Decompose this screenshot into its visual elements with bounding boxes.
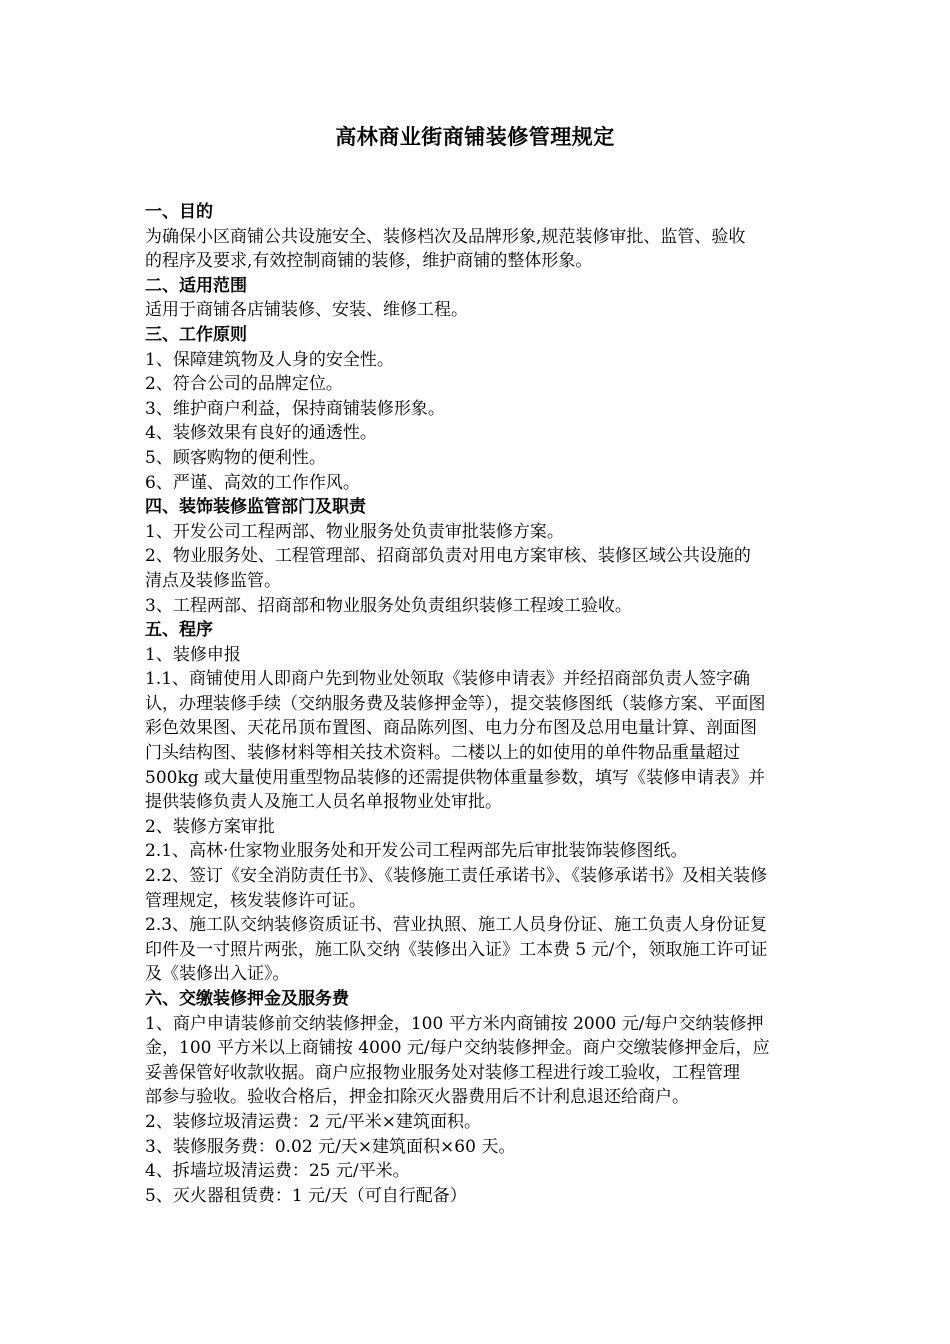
body-text-line: 部参与验收。验收合格后，押金扣除灭火器费用后不计利息退还给商户。: [145, 1087, 689, 1108]
body-text-line: 3、工程两部、招商部和物业服务处负责组织装修工程竣工验收。: [145, 595, 632, 616]
body-text-line: 1、开发公司工程两部、物业服务处负责审批装修方案。: [145, 521, 564, 542]
body-text-line: 1、保障建筑物及人身的安全性。: [145, 349, 394, 370]
section-heading: 四、装饰装修监管部门及职责: [145, 497, 366, 518]
body-text-line: 清点及装修监管。: [145, 570, 281, 591]
body-text-line: 金，100 平方米以上商铺按 4000 元/每户交纳装修押金。商户交缴装修押金后，应: [145, 1038, 770, 1059]
body-text-line: 印件及一寸照片两张，施工队交纳《装修出入证》工本费 5 元/个，领取施工许可证: [145, 939, 768, 960]
body-text-line: 门头结构图、装修材料等相关技术资料。二楼以上的如使用的单件物品重量超过: [145, 743, 740, 764]
body-text-line: 彩色效果图、天花吊顶布置图、商品陈列图、电力分布图及总用电量计算、剖面图: [145, 718, 757, 739]
body-text-line: 6、严谨、高效的工作作风。: [145, 472, 360, 493]
body-text-line: 3、维护商户利益，保持商铺装修形象。: [145, 398, 445, 419]
body-text-line: 5、灭火器租赁费：1 元/天（可自行配备）: [145, 1185, 467, 1206]
body-text-line: 3、装修服务费：0.02 元/天×建筑面积×60 天。: [145, 1136, 516, 1157]
section-heading: 二、适用范围: [145, 275, 247, 296]
body-text-line: 为确保小区商铺公共设施安全、装修档次及品牌形象,规范装修审批、监管、验收: [145, 226, 746, 247]
body-text-line: 2.2、签订《安全消防责任书》、《装修施工责任承诺书》、《装修承诺书》及相关装修: [145, 866, 768, 887]
body-text-line: 2、装修垃圾清运费：2 元/平米×建筑面积。: [145, 1111, 482, 1132]
body-text-line: 的程序及要求,有效控制商铺的装修，维护商铺的整体形象。: [145, 251, 593, 272]
body-text-line: 适用于商铺各店铺装修、安装、维修工程。: [145, 300, 468, 321]
section-heading: 五、程序: [145, 620, 213, 641]
document-title: 高林商业街商铺装修管理规定: [335, 124, 615, 149]
section-heading: 一、目的: [145, 202, 213, 222]
body-text-line: 2、装修方案审批: [145, 816, 275, 837]
body-text-line: 管理规定，核发装修许可证。: [145, 890, 366, 911]
body-text-line: 4、拆墙垃圾清运费：25 元/平米。: [145, 1161, 410, 1182]
body-text-line: 1.1、商铺使用人即商户先到物业处领取《装修申请表》并经招商部负责人签字确: [145, 669, 751, 690]
document-body: [145, 200, 809, 1208]
body-text-line: 1、装修申报: [145, 644, 241, 665]
body-text-line: 2、符合公司的品牌定位。: [145, 374, 343, 395]
section-heading: 六、交缴装修押金及服务费: [145, 989, 349, 1009]
body-text-line: 2.3、施工队交纳装修资质证书、营业执照、施工人员身份证、施工负责人身份证复: [145, 915, 768, 936]
body-text-line: 4、装修效果有良好的通透性。: [145, 423, 377, 444]
body-text-line: 妥善保管好收款收据。商户应报物业服务处对装修工程进行竣工验收，工程管理: [145, 1062, 740, 1083]
body-text-line: 2、物业服务处、工程管理部、招商部负责对用电方案审核、装修区域公共设施的: [145, 546, 751, 567]
body-text-line: 2.1、高林·仕家物业服务处和开发公司工程两部先后审批装饰装修图纸。: [145, 841, 688, 862]
body-text-line: 5、顾客购物的便利性。: [145, 447, 326, 468]
body-text-line: 及《装修出入证》。: [145, 964, 290, 985]
section-heading: 三、工作原则: [145, 324, 247, 345]
body-text-line: 提供装修负责人及施工人员名单报物业处审批。: [145, 792, 502, 813]
body-text-line: 认，办理装修手续（交纳服务费及装修押金等），提交装修图纸（装修方案、平面图: [145, 693, 766, 714]
body-text-line: 500kg 或大量使用重型物品装修的还需提供物体重量参数，填写《装修申请表》并: [145, 767, 766, 788]
body-text-line: 1、商户申请装修前交纳装修押金，100 平方米内商铺按 2000 元/每户交纳装修押: [145, 1013, 764, 1034]
